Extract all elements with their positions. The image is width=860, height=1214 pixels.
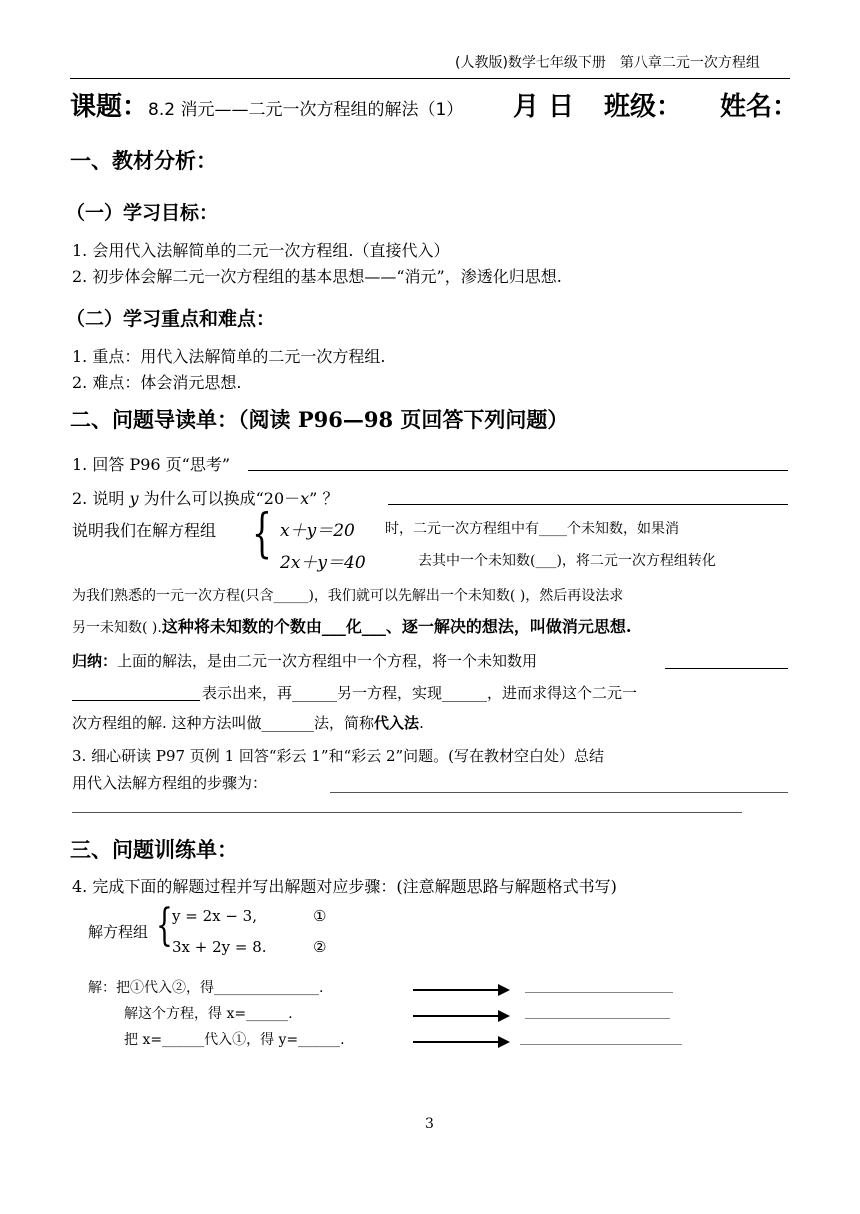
system-eq-2: 2x＋y＝40	[280, 553, 366, 573]
page-number: 3	[425, 1116, 434, 1132]
system2-brace: {	[156, 900, 173, 951]
solution-step-3: 把 x=______代入①，得 y=______.	[124, 1032, 345, 1048]
title-prefix: 课题：	[70, 92, 149, 122]
key-2: 2. 难点：体会消元思想.	[72, 373, 242, 392]
system2-eq-2-number: ②	[313, 938, 327, 956]
question-2: 2. 说明 y 为什么可以换成“20－x” ？	[72, 489, 339, 508]
system2-eq-1-number: ①	[313, 907, 327, 925]
question-4: 4. 完成下面的解题过程并写出解题对应步骤：(注意解题思路与解题格式书写)	[72, 877, 617, 896]
summary-blank-2[interactable]	[72, 700, 200, 701]
key-1: 1. 重点：用代入法解简单的二元一次方程组.	[72, 347, 386, 366]
summary-line-2: 表示出来，再______另一方程，实现______，进而求得这个二元一	[202, 684, 638, 702]
step-3-note-line[interactable]	[520, 1044, 682, 1045]
q1-answer-line[interactable]	[248, 470, 788, 471]
page-header: (人教版)数学七年级下册 第八章二元一次方程组	[455, 55, 760, 71]
system-brace: {	[252, 504, 272, 564]
subsection-keypoints: （二）学习重点和难点：	[66, 308, 276, 330]
name-label: 姓名：	[720, 92, 799, 122]
goal-2: 2. 初步体会解二元一次方程组的基本思想——“消元”，渗透化归思想.	[72, 267, 562, 286]
solution-step-2: 解这个方程，得 x=______.	[124, 1006, 293, 1022]
title-topic: 8.2 消元——二元一次方程组的解法（1）	[148, 100, 464, 120]
system-eq-1-tail: 时，二元一次方程组中有____个未知数，如果消	[385, 521, 679, 537]
summary-line-1: 归纳：上面的解法，是由二元一次方程组中一个方程，将一个未知数用	[72, 652, 538, 670]
goal-1: 1. 会用代入法解简单的二元一次方程组.（直接代入）	[72, 241, 450, 260]
step-2-note-line[interactable]	[525, 1018, 670, 1019]
step-1-note-line[interactable]	[525, 992, 673, 993]
question-3-cont: 用代入法解方程组的步骤为：	[72, 774, 268, 792]
section-1-heading: 一、教材分析：	[70, 149, 217, 173]
paragraph-line-3: 另一未知数( ).这种将未知数的个数由___化___、逐一解决的想法，叫做消元思想.	[72, 617, 632, 636]
question-3: 3. 细心研读 P97 页例 1 回答“彩云 1”和“彩云 2”问题。(写在教材空白处）总结	[72, 747, 605, 765]
section-2-heading: 二、问题导读单：（阅读 P96—98 页回答下列问题）	[70, 407, 569, 432]
q3-answer-line-2[interactable]	[72, 812, 742, 813]
system-lead: 说明我们在解方程组	[72, 521, 217, 540]
step-3-arrow	[413, 1041, 508, 1043]
subsection-goals: （一）学习目标：	[66, 202, 219, 224]
step-2-arrow	[413, 1015, 508, 1017]
lesson-title	[70, 90, 463, 127]
summary-line-3: 次方程组的解. 这种方法叫做_______法，简称代入法.	[72, 714, 424, 732]
system2-eq-1: y = 2x − 3,	[172, 907, 257, 925]
step-1-arrow	[413, 989, 508, 991]
paragraph-line-2: 为我们熟悉的一元一次方程(只含_____)，我们就可以先解出一个未知数( )，然后再设法求	[72, 588, 624, 604]
class-label: 班级：	[604, 92, 683, 122]
system2-eq-2: 3x + 2y = 8.	[172, 938, 267, 956]
section-3-heading: 三、问题训练单：	[70, 838, 238, 862]
system-eq-1: x＋y＝20	[280, 521, 355, 541]
system-label: 解方程组	[88, 923, 149, 941]
summary-blank-1[interactable]	[665, 668, 788, 669]
question-1: 1. 回答 P96 页“思考”	[72, 455, 231, 474]
header-rule	[70, 78, 790, 79]
system-eq-2-tail: 去其中一个未知数(___)，将二元一次方程组转化	[418, 553, 716, 569]
solution-step-1: 解：把①代入②，得_______________.	[88, 980, 324, 996]
q3-answer-line-1[interactable]	[330, 792, 788, 793]
q2-answer-line[interactable]	[388, 504, 788, 505]
title-date: 月 日	[513, 92, 575, 122]
